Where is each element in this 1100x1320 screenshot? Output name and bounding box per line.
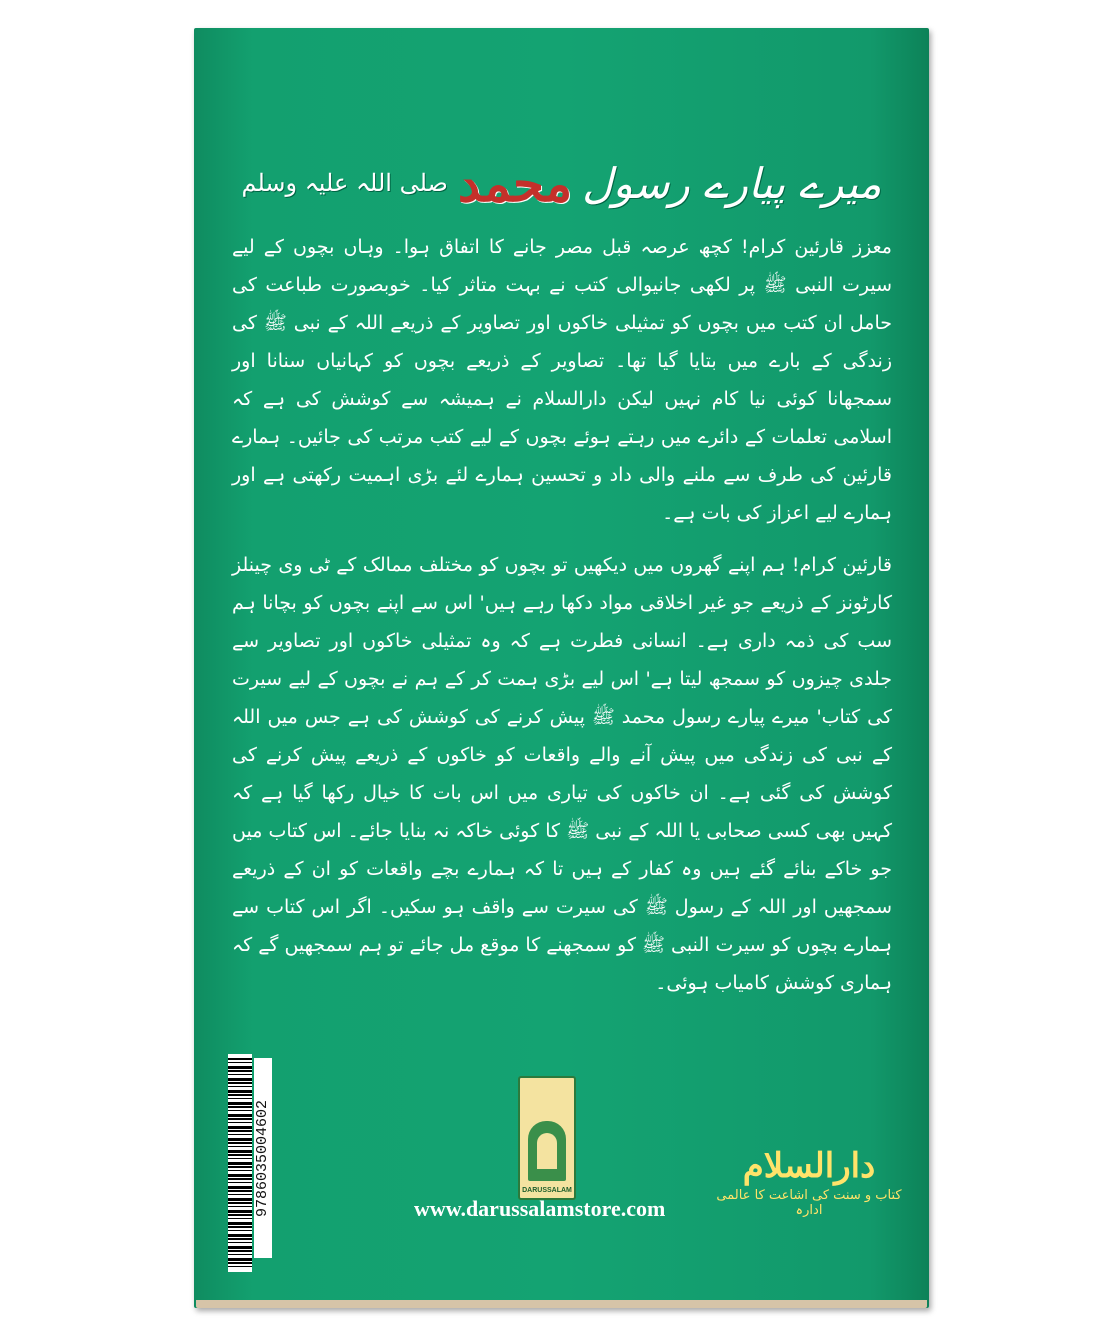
book-back-cover [194,28,929,1308]
publisher-tagline: کتاب و سنت کی اشاعت کا عالمی ادارہ [716,1188,902,1218]
publisher-logo [518,1076,576,1200]
blurb-paragraph-1: معزز قارئین کرام! کچھ عرصہ قبل مصر جانے کا اتفاق ہوا۔ وہاں بچوں کے لیے سیرت النبی ﷺ پر لکھی جانیوالی کتب نے بہت متاثر کیا۔ خوبصورت طباعت کی حامل ان کتب میں بچوں کو تمثیلی خاکوں اور تصاویر کے ذریعے اللہ کے نبی ﷺ کی زندگی کے بارے میں بتایا گیا تھا۔ تصاویر کے ذریعے بچوں کو کہانیاں سنانا اور سمجھانا کوئی نیا کام نہیں لیکن دارالسلام نے ہمیشہ سے کوشش کی ہے کہ اسلامی تعلمات کے دائرے میں رہتے ہوئے بچوں کے لیے کتب مرتب کی جائیں۔ ہمارے قارئین کی طرف سے ملنے والی داد و تحسین ہمارے لئے بڑی اہمیت رکھتی ہے اور ہمارے لیے اعزاز کی بات ہے۔ [232,236,892,524]
blurb-paragraph-2: قارئین کرام! ہم اپنے گھروں میں دیکھیں تو بچوں کو مختلف ممالک کے ٹی وی چینلز کارٹونز کے ذریعے جو غیر اخلاقی مواد دکھا رہے ہیں' اس سے اپنے بچوں کو بچانا ہم سب کی ذمہ داری ہے۔ انسانی فطرت ہے کہ وہ تمثیلی خاکوں اور تصاویر سے جلدی چیزوں کو سمجھ لیتا ہے' اس لیے بڑی ہمت کر کے ہم نے بچوں کے لیے سیرت کی کتاب' میرے پیارے رسول محمد ﷺ پیش کرنے کی کوشش کی ہے جس میں اللہ کے نبی کی زندگی میں پیش آنے والے واقعات کو خاکوں کے ذریعے پیش کرنے کی کوشش کی گئی ہے۔ ان خاکوں کی تیاری میں اس بات کا خیال رکھا گیا ہے کہ کہیں بھی کسی صحابی یا اللہ کے نبی ﷺ کا کوئی خاکہ نہ بنایا جائے۔ اس کتاب میں جو خاکے بنائے گئے ہیں وہ کفار کے ہیں تا کہ ہمارے بچے واقعات کو ان کے ذریعے سمجھیں اور اللہ کے رسول ﷺ کی سیرت سے واقف ہو سکیں۔ اگر اس کتاب سے ہمارے بچوں کو سیرت النبی ﷺ کو سمجھنے کا موقع مل جائے تو ہم سمجھیں گے کہ ہماری کوشش کامیاب ہوئی۔ [232,554,892,994]
barcode [228,1054,252,1272]
logo-label: DARUSSALAM [522,1187,572,1194]
title-text: میرے پیارے رسول [582,158,882,208]
publisher-mark [714,1146,904,1218]
isbn-number: 9786035004602 [254,1058,272,1258]
website-url: www.darussalamstore.com [414,1196,666,1221]
blurb [232,228,892,1016]
arch-icon [528,1121,566,1181]
title-salutation: صلی اللہ علیہ وسلم [241,169,448,197]
page-edges [196,1300,927,1308]
book-title [194,138,929,228]
publisher-name: دارالسلام [742,1146,876,1186]
title-name: محمد [457,153,573,213]
